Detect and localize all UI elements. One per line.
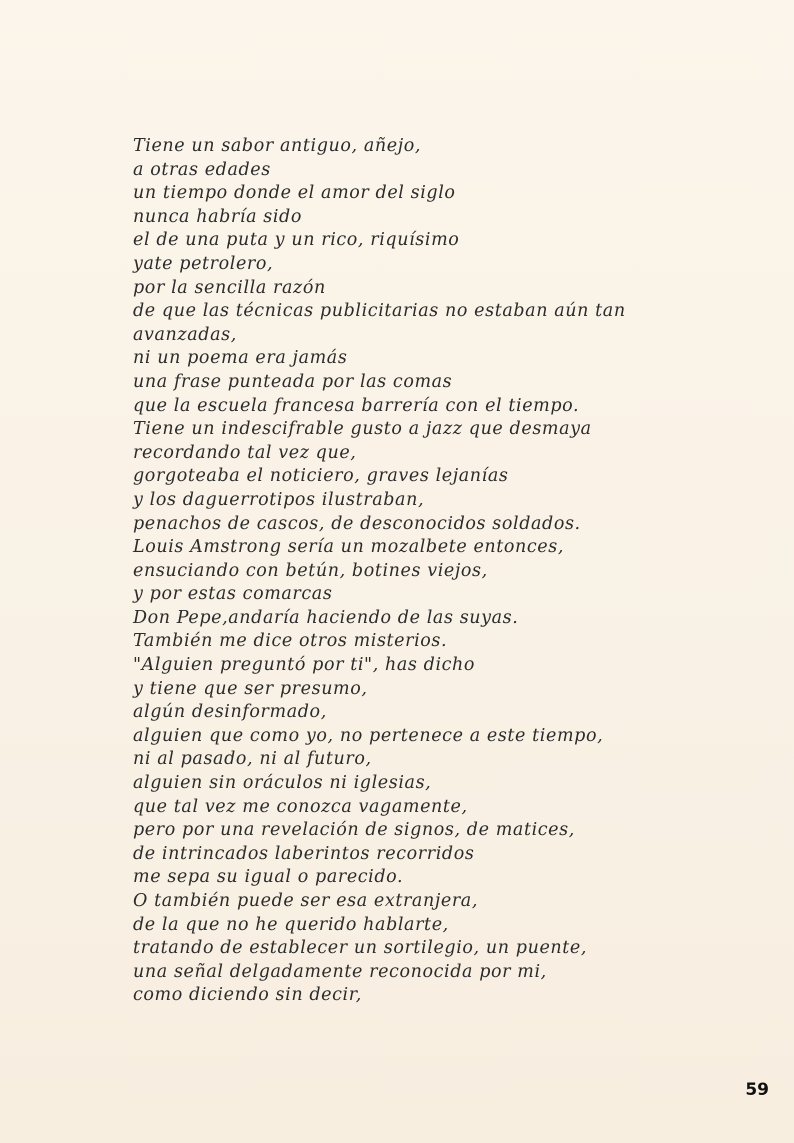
poem-line: alguien sin oráculos ni iglesias,: [133, 773, 432, 794]
poem-text: [133, 135, 783, 1008]
poem-line: que la escuela francesa barrería con el tiempo.: [133, 395, 580, 416]
page-number: 59: [745, 1080, 769, 1100]
poem-line: recordando tal vez que,: [133, 442, 357, 463]
poem-line: tratando de establecer un sortilegio, un puente,: [133, 938, 588, 959]
poem-line: y por estas comarcas: [133, 584, 333, 605]
poem-line: por la sencilla razón: [133, 277, 326, 298]
poem-line: como diciendo sin decir,: [133, 985, 362, 1006]
poem-line: penachos de cascos, de desconocidos soldados.: [133, 513, 581, 534]
poem-line: También me dice otros misterios.: [133, 631, 448, 652]
poem-line: algún desinformado,: [133, 702, 327, 723]
poem-line: Tiene un sabor antiguo, añejo,: [133, 136, 422, 156]
poem-line: yate petrolero,: [133, 253, 274, 274]
poem-line: ni un poema era jamás: [133, 348, 348, 369]
poem-line: avanzadas,: [133, 324, 237, 345]
poem-line: alguien que como yo, no pertenece a este tiempo,: [133, 725, 604, 746]
poem-line: O también puede ser esa extranjera,: [133, 891, 478, 911]
poem-line: Louis Amstrong sería un mozalbete entonces,: [133, 537, 565, 558]
poem-line: a otras edades: [133, 159, 271, 180]
poem-line: y los daguerrotipos ilustraban,: [133, 489, 425, 510]
poem-line: el de una puta y un rico, riquísimo: [133, 230, 460, 251]
poem-line: de que las técnicas publicitarias no estaban aún tan: [133, 301, 626, 322]
poem-line: pero por una revelación de signos, de matices,: [133, 820, 575, 841]
poem-line: un tiempo donde el amor del siglo: [133, 183, 456, 204]
poem-line: de la que no he querido hablarte,: [133, 914, 449, 935]
poem-line: "Alguien preguntó por ti", has dicho: [133, 655, 476, 676]
poem-line: y tiene que ser presumo,: [133, 678, 368, 699]
poem-line: una frase punteada por las comas: [133, 371, 453, 392]
poem-line: de intrincados laberintos recorridos: [133, 843, 475, 864]
poem-line: ensuciando con betún, botines viejos,: [133, 560, 488, 581]
poem-line: nunca habría sido: [133, 206, 302, 227]
poem-line: que tal vez me conozca vagamente,: [133, 796, 468, 817]
poem-line: Tiene un indescifrable gusto a jazz que desmaya: [133, 419, 592, 440]
poem-line: Don Pepe,andaría haciendo de las suyas.: [133, 607, 519, 628]
poem-line: una señal delgadamente reconocida por mi,: [133, 961, 547, 982]
poem-line: ni al pasado, ni al futuro,: [133, 749, 372, 770]
poem-line: me sepa su igual o parecido.: [133, 867, 404, 888]
poem-line: gorgoteaba el noticiero, graves lejanías: [133, 466, 509, 487]
